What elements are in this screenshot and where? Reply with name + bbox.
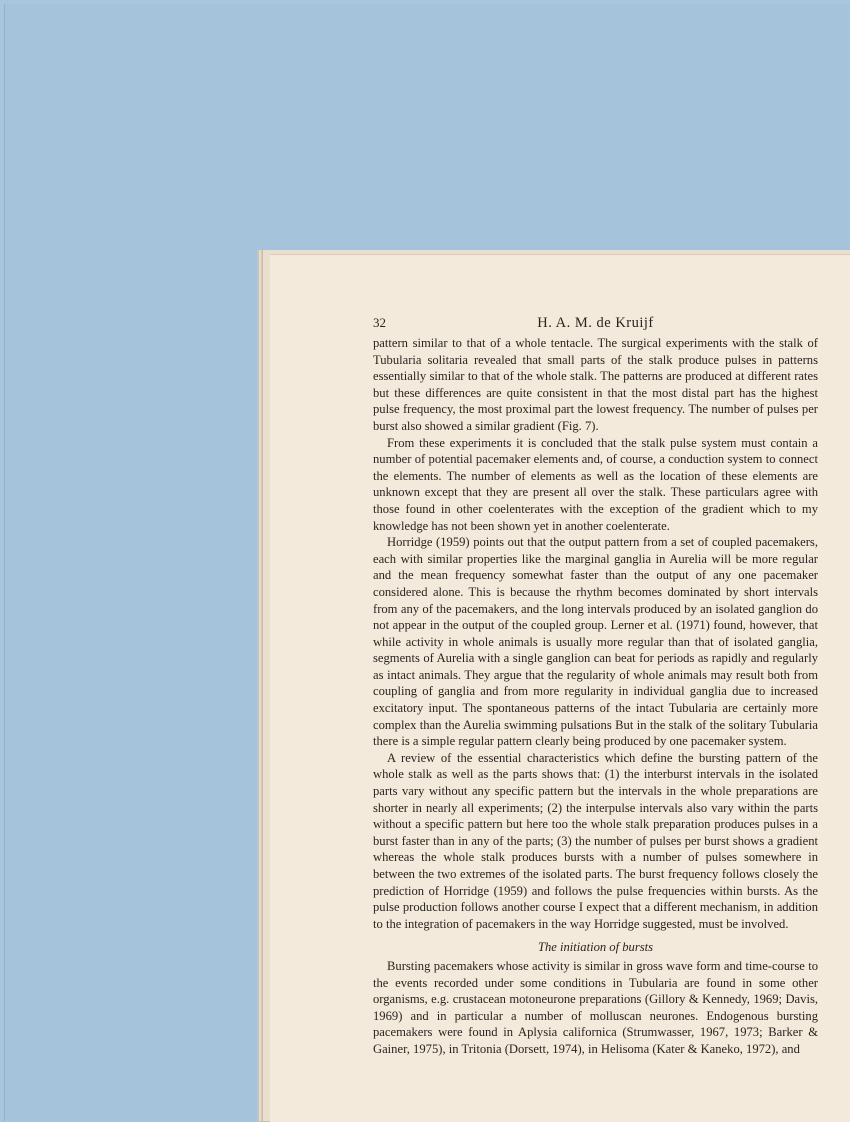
paragraph-1: pattern similar to that of a whole tentacle. The surgical experiments with the stalk of Tubularia solitaria revealed that small parts of the stalk produce pulses in patterns essentially similar to that of the whole stalk. The patterns are produced at different rates but these differences are quite consistent in that the most distal part has the highest pulse frequency, the most proximal part the lowest frequency. The number of pulses per burst also showed a similar gradient (Fig. 7). [373, 336, 818, 433]
paragraph-4: A review of the essential characteristics which define the bursting pattern of the whole stalk as well as the parts shows that: (1) the interburst intervals in the isolated parts vary without any specific pattern but the intervals in the whole preparations are shorter in nearly all experiments; (2) the interpulse intervals also vary within the parts without a specific pattern but here too the whole stalk preparation produces pulses in a burst faster than in any of the parts; (3) the number of pulses per burst shows a gradient whereas the whole stalk produces bursts with a number of pulses somewhere in between the two extremes of the isolated parts. The burst frequency follows closely the prediction of Horridge (1959) and follows the pulse frequencies within bursts. As the pulse production follows another course I expect that a different mechanism, in addition to the integration of pacemakers in the way Horridge suggested, must be involved. [373, 750, 818, 931]
running-head [373, 312, 818, 334]
page-number: 32 [373, 315, 386, 330]
paragraph-5: Bursting pacemakers whose activity is similar in gross wave form and time-course to the events recorded under some conditions in Tubularia are found in some other organisms, e.g. crustacean motoneurone preparations (Gillory & Kennedy, 1969; Davis, 1969) and in particular a number of molluscan neurones. Endogenous bursting pacemakers were found in Aplysia californica (Strumwasser, 1967, 1973; Barker & Gainer, 1975), in Tritonia (Dorsett, 1974), in Helisoma (Kater & Kaneko, 1972), and [373, 958, 818, 1056]
page-content [373, 312, 818, 1058]
paragraph-2: From these experiments it is concluded that the stalk pulse system must contain a number of potential pacemaker elements and, of course, a conduction system to connect the elements. The number of elements as well as the location of these elements are unknown except that they are present all over the stalk. These particulars agree with those found in other coelenterates with the exception of the gradient which to my knowledge has not been shown yet in another coelenterate. [373, 435, 818, 533]
author-name: H. A. M. de Kruijf [537, 315, 654, 331]
paragraph-3: Horridge (1959) points out that the output pattern from a set of coupled pacemakers, each with similar properties like the marginal ganglia in Aurelia will be more regular and the mean frequency somewhat faster than the output of any one pacemaker considered alone. This is because the rhythm becomes dominated by short intervals from any of the pacemakers, and the long intervals produced by an isolated ganglion do not appear in the output of the coupled group. Lerner et al. (1971) found, however, that while activity in whole animals is usually more regular than that of isolated ganglia, segments of Aurelia with a single ganglion can beat for periods as rapidly and regularly as intact animals. They argue that the regularity of whole animals may result both from coupling of ganglia and from more regularity in individual ganglia due to increased excitatory input. The spontaneous patterns of the intact Tubularia are certainly more complex than the Aurelia swimming pulsations But in the stalk of the solitary Tubularia there is a simple regular pattern clearly being produced by one pacemaker system. [373, 535, 818, 749]
section-heading: The initiation of bursts [537, 940, 654, 955]
